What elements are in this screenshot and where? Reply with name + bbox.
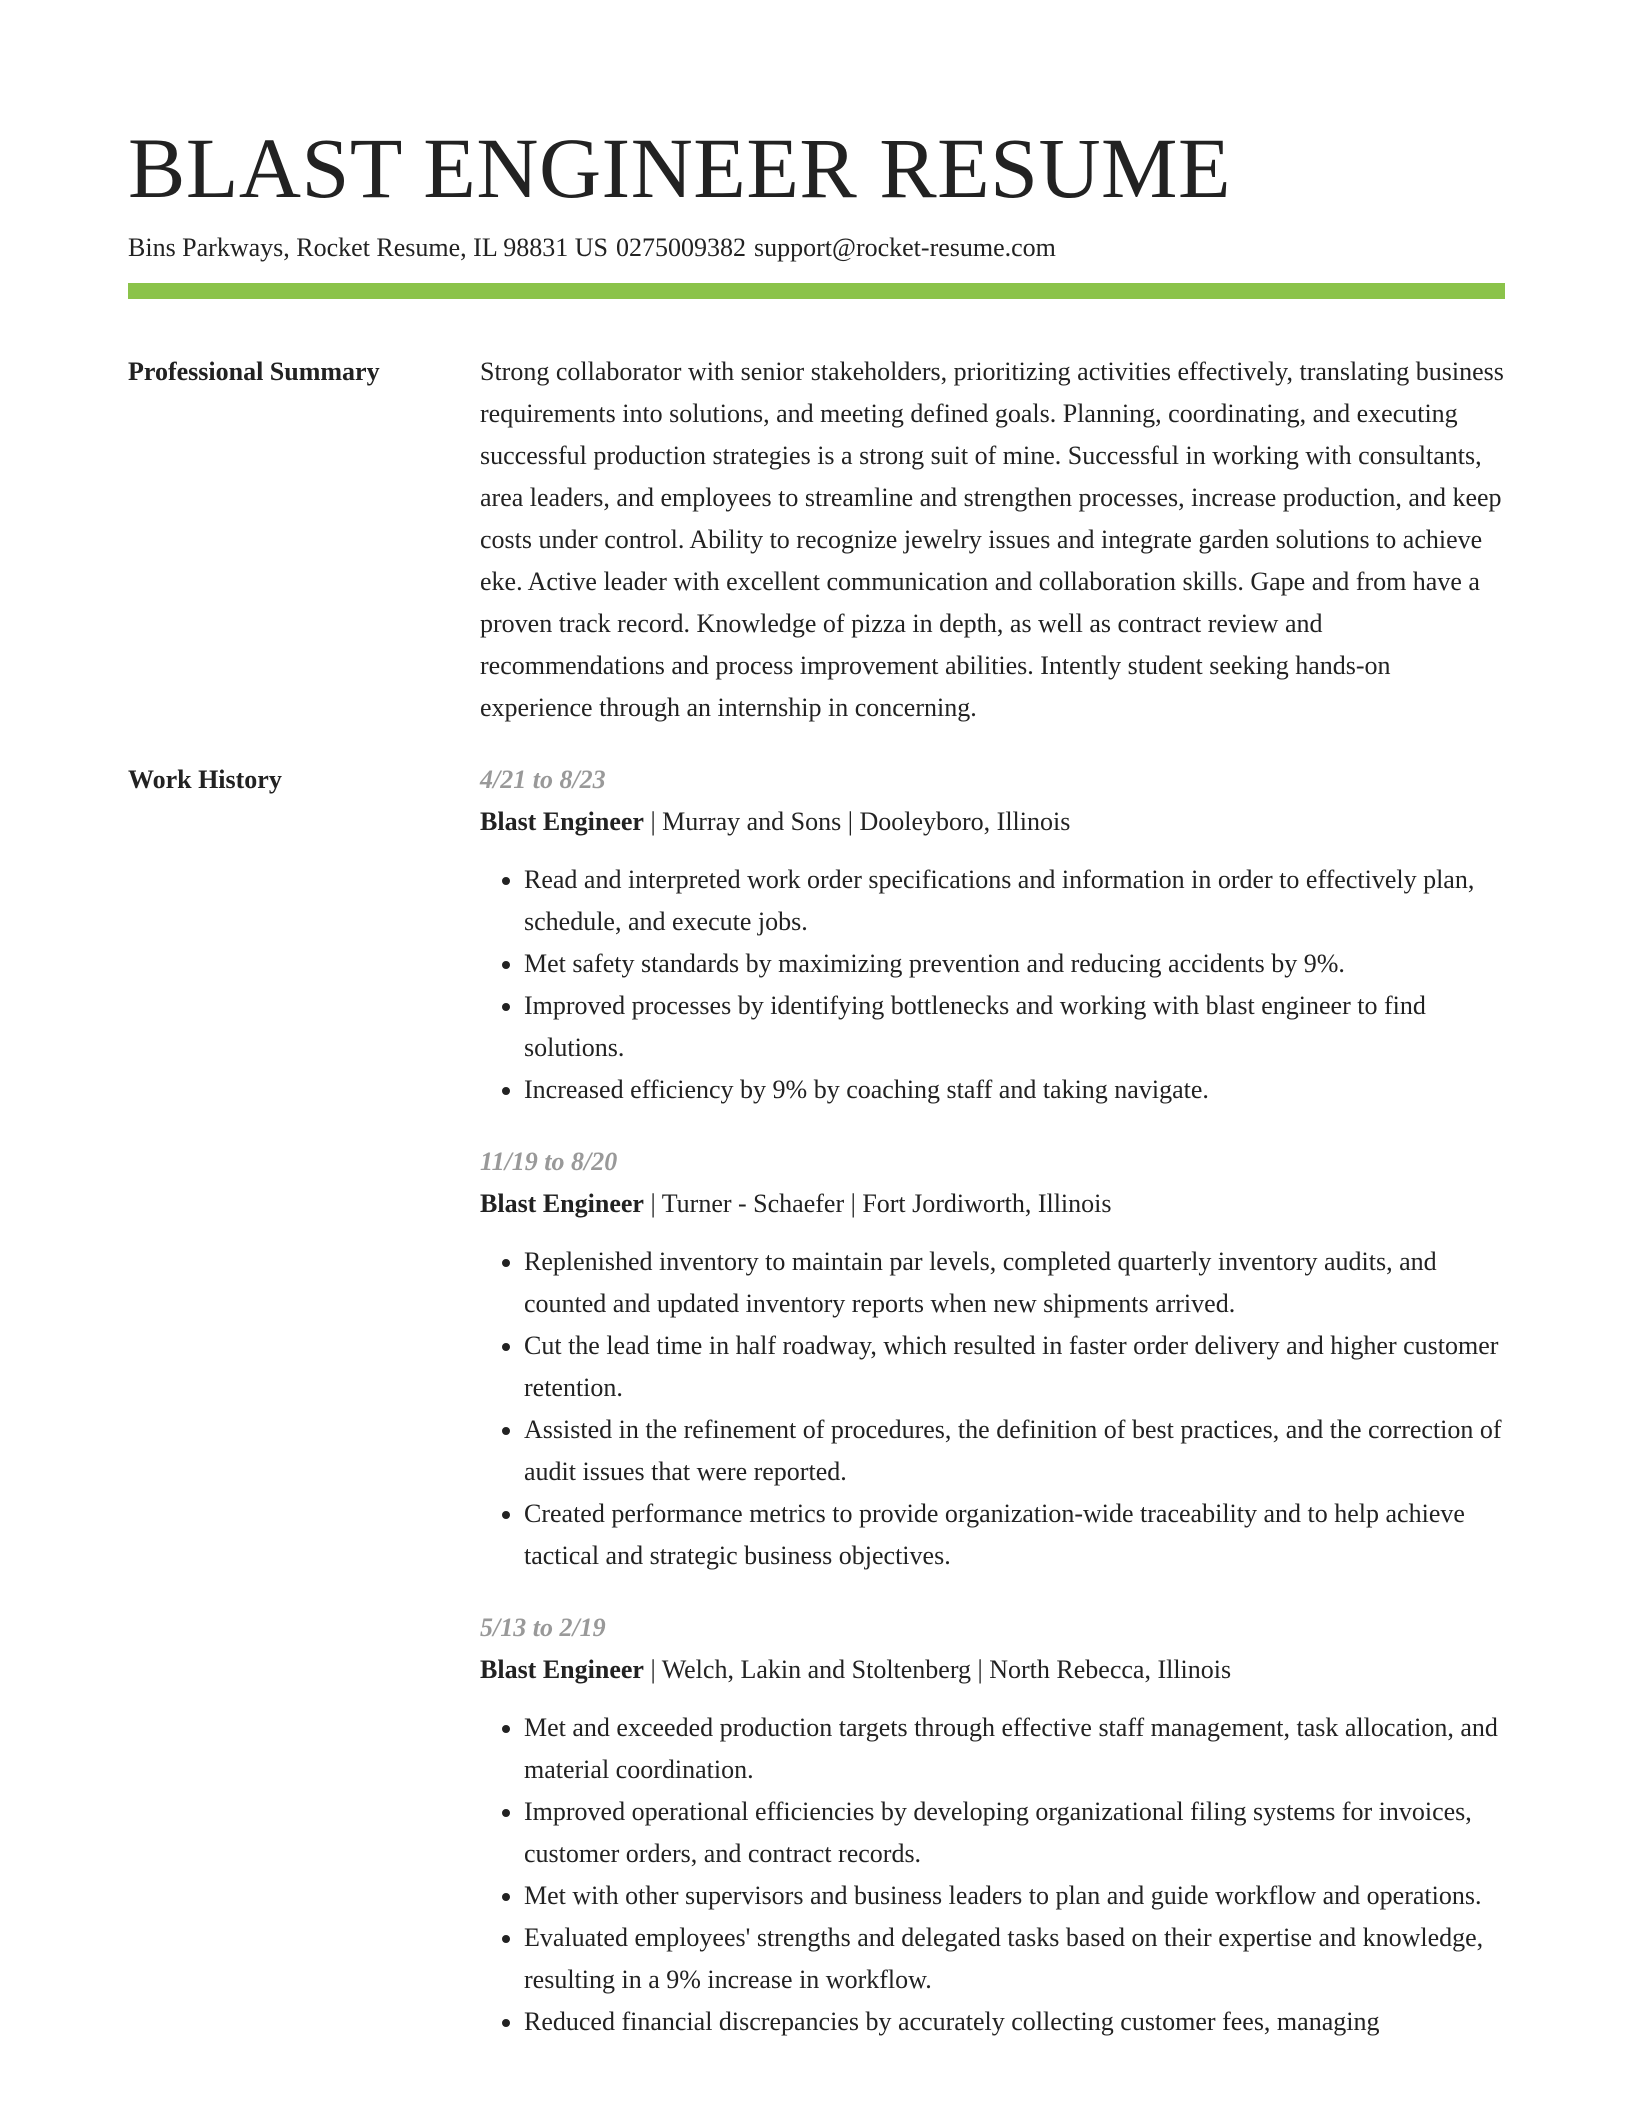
contact-email: support@rocket-resume.com [754,233,1056,262]
job-bullet: • Met and exceeded production targets through effective staff management, task allocation, and material coordination. [524,1707,1505,1791]
contact-line [128,230,1505,266]
contact-phone: 0275009382 [616,233,746,262]
work-history-section [128,759,1505,2073]
job-title: Blast Engineer [480,1189,644,1218]
job-heading [480,801,1505,843]
job-heading [480,1183,1505,1225]
job-bullets [480,1241,1505,1577]
summary-text: Strong collaborator with senior stakeholders, prioritizing activities effectively, translating business requirements into solutions, and meeting defined goals. Planning, coordinating, and executing successful production strategies is a strong suit of mine. Successful in working with consultants, area leaders, and employees to streamline and strengthen processes, increase production, and keep costs under control. Ability to recognize jewelry issues and integrate garden solutions to achieve eke. Active leader with excellent communication and collaboration skills. Gape and from have a proven track record. Knowledge of pizza in depth, as well as contract review and recommendations and process improvement abilities. Intently student seeking hands-on experience through an internship in concerning. [480,357,1504,722]
job-bullets [480,1707,1505,2043]
job-title: Blast Engineer [480,1655,644,1684]
contact-address: Bins Parkways, Rocket Resume, IL 98831 US [128,233,608,262]
resume-page [128,118,1505,2073]
job-bullet: • Created performance metrics to provide organization-wide traceability and to help achieve tactical and strategic business objectives. [524,1493,1505,1577]
job-bullet: • Met with other supervisors and business leaders to plan and guide workflow and operations. [524,1875,1505,1917]
work-history-body [480,759,1505,2073]
summary-body [480,351,1505,729]
job-bullets [480,859,1505,1111]
resume-title: BLAST ENGINEER RESUME [128,120,1232,216]
job-dates: 5/13 to 2/19 [480,1613,606,1642]
job-bullet: • Assisted in the refinement of procedures, the definition of best practices, and the correction of audit issues that were reported. [524,1409,1505,1493]
work-history-heading: Work History [128,765,282,794]
job-details: | Turner - Schaefer | Fort Jordiworth, Illinois [643,1189,1112,1218]
job-bullet: • Cut the lead time in half roadway, which resulted in faster order delivery and higher customer retention. [524,1325,1505,1409]
job-entry [480,759,1505,1111]
job-bullet: • Improved processes by identifying bottlenecks and working with blast engineer to find solutions. [524,985,1505,1069]
job-heading [480,1649,1505,1691]
summary-heading: Professional Summary [128,357,380,386]
job-entry [480,1607,1505,2043]
job-bullet: • Reduced financial discrepancies by accurately collecting customer fees, managing [524,2001,1505,2043]
job-bullet: • Met safety standards by maximizing prevention and reducing accidents by 9%. [524,943,1505,985]
job-bullet: • Improved operational efficiencies by developing organizational filing systems for invoices, customer orders, and contract records. [524,1791,1505,1875]
accent-divider [128,283,1505,299]
job-bullet: • Read and interpreted work order specifications and information in order to effectively plan, schedule, and execute jobs. [524,859,1505,943]
summary-section [128,351,1505,729]
job-bullet: • Increased efficiency by 9% by coaching staff and taking navigate. [524,1069,1505,1111]
job-details: | Welch, Lakin and Stoltenberg | North Rebecca, Illinois [643,1655,1232,1684]
job-dates: 11/19 to 8/20 [480,1147,618,1176]
job-entry [480,1141,1505,1577]
job-bullet: • Replenished inventory to maintain par levels, completed quarterly inventory audits, and counted and updated inventory reports when new shipments arrived. [524,1241,1505,1325]
job-title: Blast Engineer [480,807,644,836]
job-bullet: • Evaluated employees' strengths and delegated tasks based on their expertise and knowledge, resulting in a 9% increase in workflow. [524,1917,1505,2001]
job-details: | Murray and Sons | Dooleyboro, Illinois [643,807,1071,836]
job-dates: 4/21 to 8/23 [480,765,606,794]
